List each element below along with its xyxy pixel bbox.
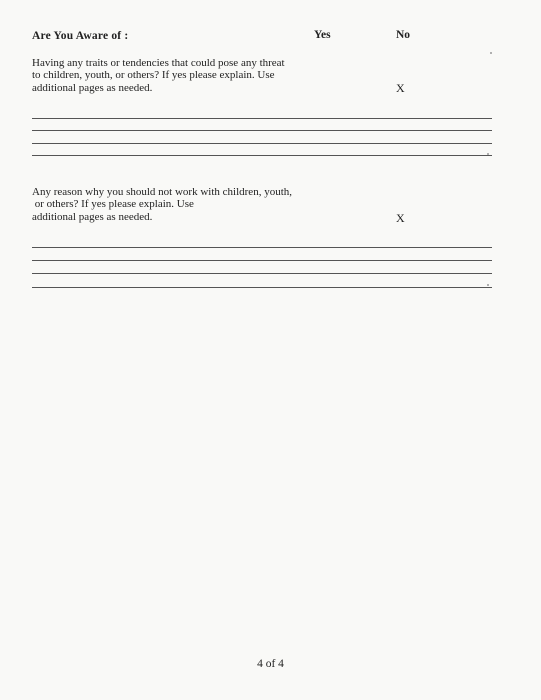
question-1-answer-line-4 bbox=[32, 155, 492, 156]
question-2-answer-line-4 bbox=[32, 287, 492, 288]
question-1-answer-line-2 bbox=[32, 130, 492, 131]
scan-speck bbox=[490, 52, 492, 54]
question-2-answer-line-1 bbox=[32, 247, 492, 248]
question-2-answer-line-3 bbox=[32, 273, 492, 274]
question-2-no-mark: X bbox=[396, 211, 405, 225]
question-1-line-1: Having any traits or tendencies that could pose any threat bbox=[32, 57, 285, 69]
question-1-line-3: additional pages as needed. bbox=[32, 81, 153, 94]
question-1-answer-line-1 bbox=[32, 118, 492, 119]
question-1-no-mark: X bbox=[396, 81, 405, 95]
no-column-header: No bbox=[396, 29, 411, 41]
scan-speck bbox=[487, 284, 489, 286]
question-1-text bbox=[32, 57, 322, 94]
section-heading: Are You Aware of : bbox=[32, 30, 129, 42]
question-2-line-2: or others? If yes please explain. Use bbox=[32, 198, 194, 211]
yes-column-header: Yes bbox=[314, 29, 331, 41]
question-1-answer-line-3 bbox=[32, 143, 492, 144]
question-1-line-2: to children, youth, or others? If yes please explain. Use bbox=[32, 69, 275, 82]
question-2-line-1: Any reason why you should not work with children, youth, bbox=[32, 186, 292, 198]
scan-speck bbox=[487, 153, 489, 155]
question-2-answer-line-2 bbox=[32, 260, 492, 261]
question-2-text bbox=[32, 186, 322, 223]
page-number: 4 of 4 bbox=[257, 658, 284, 670]
question-2-line-3: additional pages as needed. bbox=[32, 210, 153, 223]
